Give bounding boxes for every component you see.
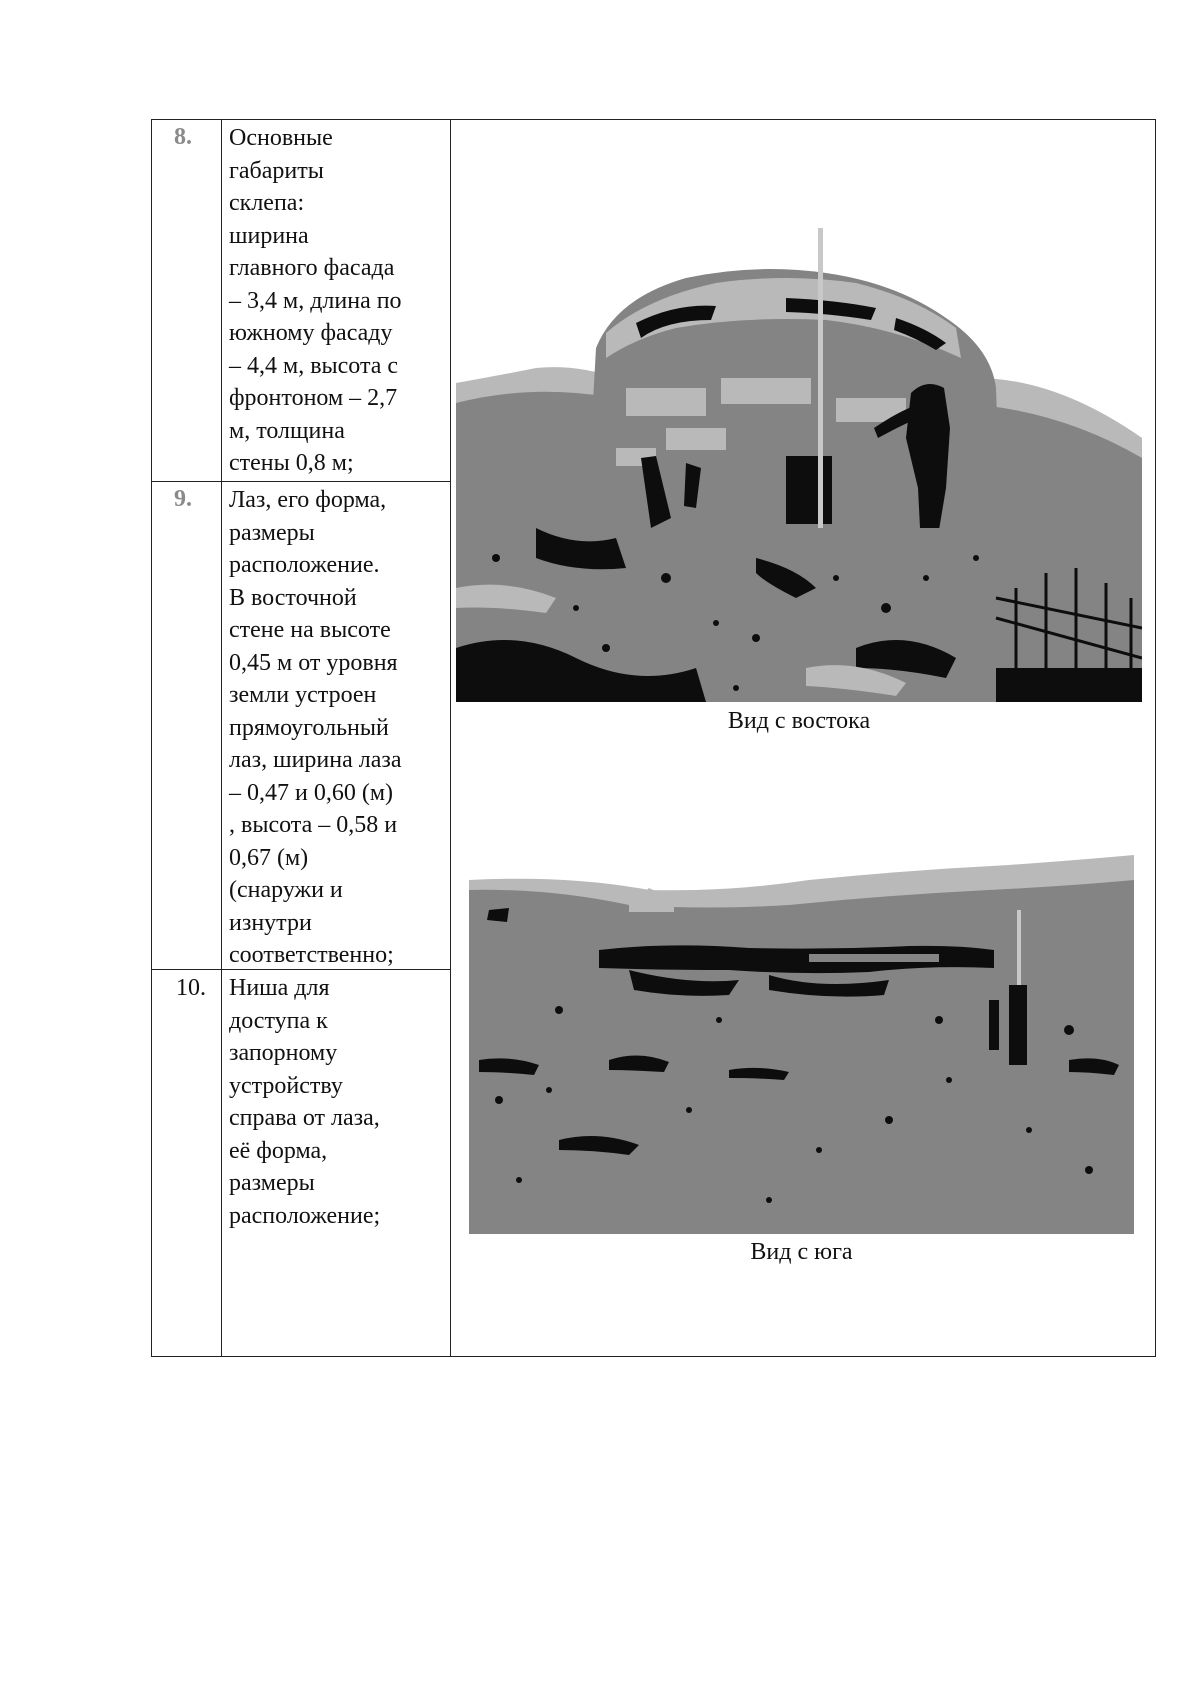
crypt-east-photo	[456, 228, 1142, 702]
row-description: Лаз, его форма, размеры расположение. В восточной стене на высоте 0,45 м от уровня земли устроен прямоугольный лаз, ширина лаза – 0,47 и 0,60 (м) , высота – 0,58 и 0,67 (м) (снаружи и изнутри соответственно;	[229, 487, 402, 968]
photo-caption: Вид с юга	[750, 1239, 853, 1265]
row-number: 9.	[174, 486, 192, 512]
row-description: Ниша для доступа к запорному устройству справа от лаза, её форма, размеры расположение;	[229, 975, 381, 1229]
column-divider-number	[221, 120, 222, 1356]
crypt-south-photo	[469, 850, 1134, 1234]
column-divider-description	[450, 120, 451, 1356]
row-description: Основные габариты склепа: ширина главного фасада – 3,4 м, длина по южному фасаду – 4,4 м, высота с фронтоном – 2,7 м, толщина стены 0,8 м;	[229, 125, 402, 476]
row-divider	[152, 481, 450, 482]
photo-caption: Вид с востока	[727, 708, 871, 734]
row-number: 10.	[176, 975, 206, 1001]
row-number: 8.	[174, 124, 192, 150]
